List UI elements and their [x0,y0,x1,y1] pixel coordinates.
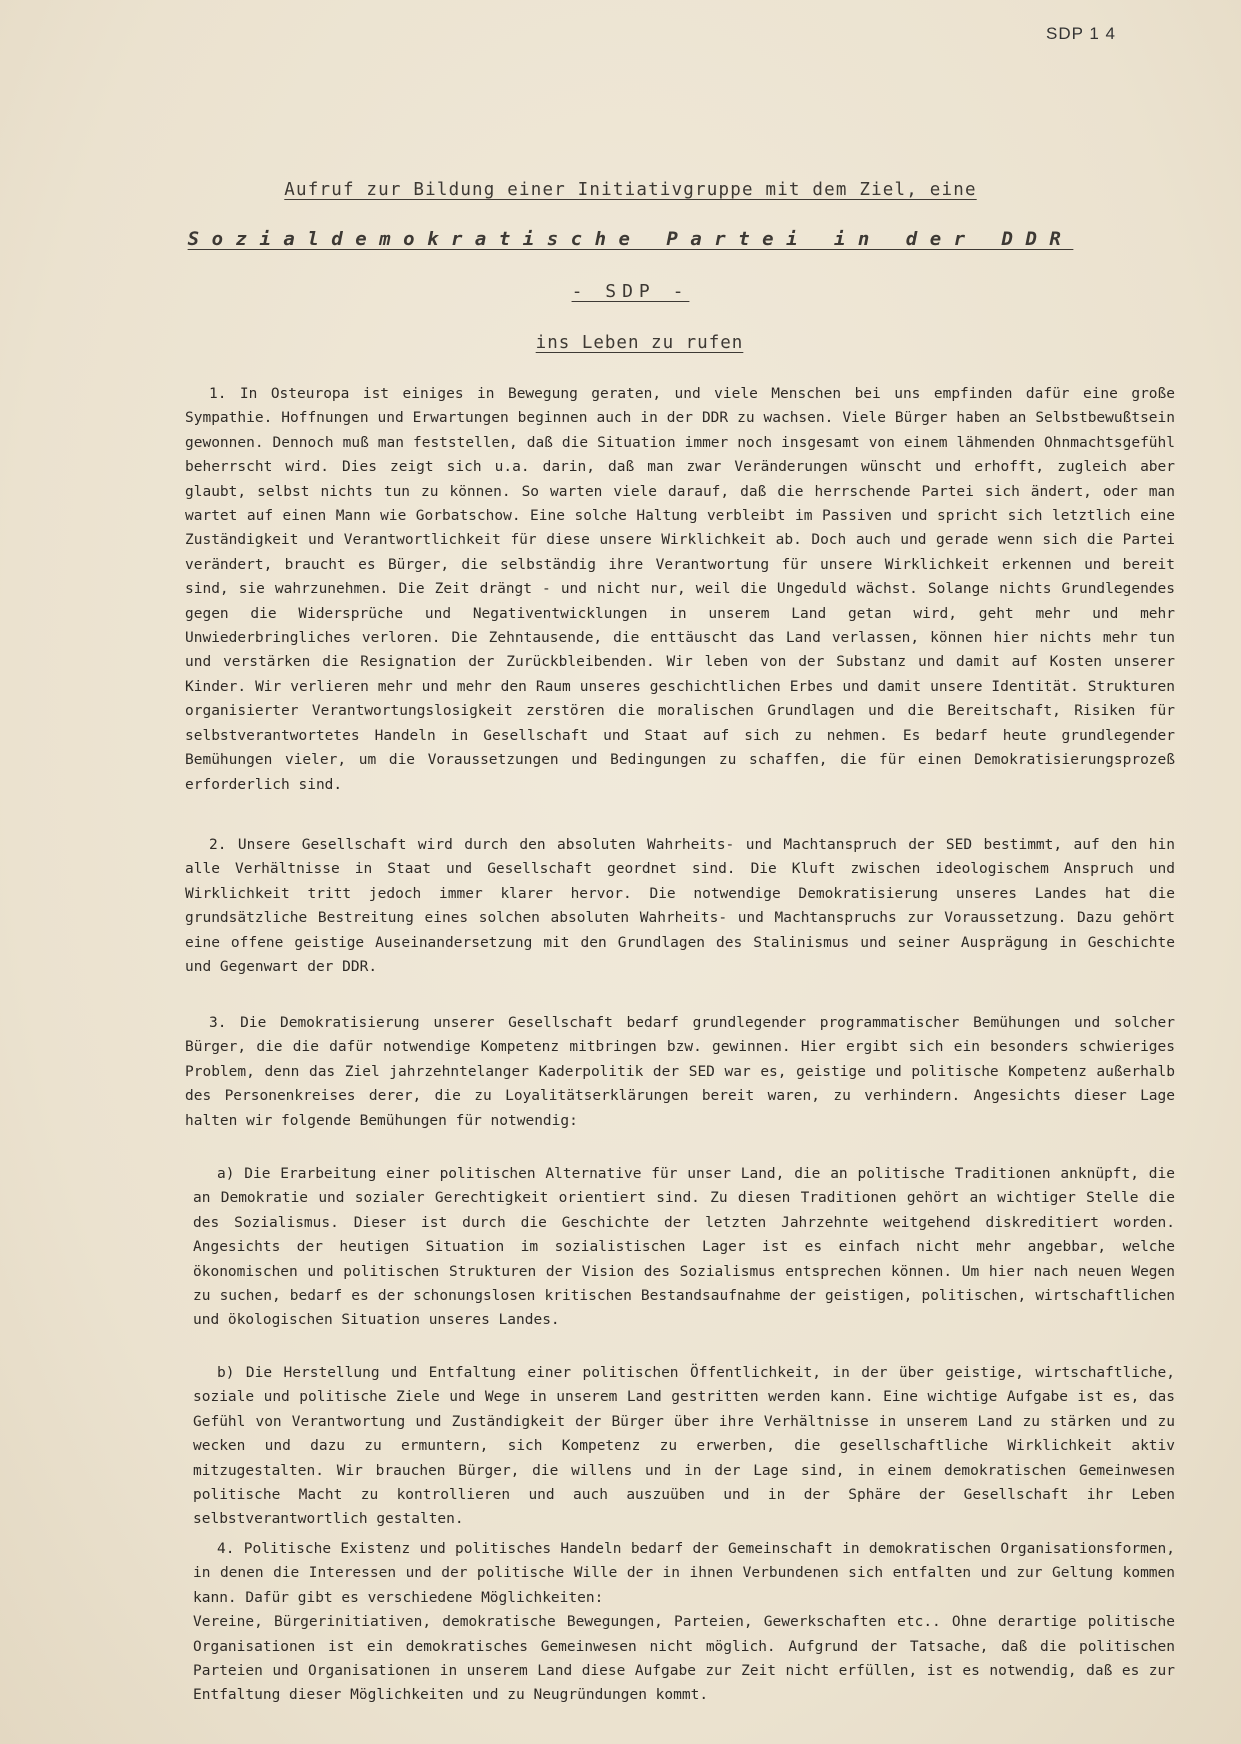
archive-code: SDP 1 4 [1045,24,1116,43]
paragraph-4-list: Vereine, Bürgerinitiativen, demokratische Bewegungen, Parteien, Gewerkschaften etc.. Ohne derartige politische Organisationen ist ein demokratisches Gemeinwesen nicht möglich. Aufgrund der Tatsache, daß die politischen Parteien und Organisationen in unserem Land diese Aufgabe zur Zeit nicht erfüllen, ist es notwendig, daß es zur Entfaltung dieser Möglichkeiten und zu Neugründungen kommt. [193,1614,1175,1704]
paragraph-4-intro: 4. Politische Existenz und politisches Handeln bedarf der Gemeinschaft in demokratischen Organisationsformen, in denen die Interessen und der politische Wille der in ihnen Verbundenen sich entfalten und zur Geltung kommen kann. Dafür gibt es verschiedene Möglichkeiten: [193,1541,1175,1606]
title-line-3: - SDP - [571,281,690,302]
title-line-1: Aufruf zur Bildung einer Initiativgruppe mit dem Ziel, eine [284,180,977,200]
title-line-4: ins Leben zu rufen [535,333,744,353]
title-line-2: Sozialdemokratische Partei in der DDR [187,228,1074,250]
paragraph-2: 2. Unsere Gesellschaft wird durch den absoluten Wahrheits- und Machtanspruch der SED bestimmt, auf den hin alle Verhältnisse in Staat und Gesellschaft geordnet sind. Die Kluft zwischen ideologischem Anspruch und Wirklichkeit tritt jedoch immer klarer hervor. Die notwendige Demokratisierung unseres Landes hat die grundsätzliche Bestreitung eines solchen absoluten Wahrheits- und Machtanspruchs zur Voraussetzung. Dazu gehört eine offene geistige Auseinandersetzung mit den Grundlagen des Stalinismus und seiner Ausprägung in Geschichte und Gegenwart der DDR. [185,837,1175,976]
paragraph-4 [193,1537,1175,1708]
paragraph-3a: a) Die Erarbeitung einer politischen Alternative für unser Land, die an politische Traditionen anknüpft, die an Demokratie und sozialer Gerechtigkeit orientiert sind. Zu diesen Traditionen gehört an wichtiger Stelle die des Sozialismus. Dieser ist durch die Geschichte der letzten Jahrzehnte weitgehend diskreditiert worden. Angesichts der heutigen Situation im sozialistischen Lager ist es einfach nicht mehr angebbar, welche ökonomischen und politischen Strukturen der Vision des Sozialismus entsprechen können. Um hier nach neuen Wegen zu suchen, bedarf es der schonungslosen kritischen Bestandsaufnahme der geistigen, politischen, wirtschaftlichen und ökologischen Situation unseres Landes. [193,1166,1175,1329]
paragraph-1: 1. In Osteuropa ist einiges in Bewegung geraten, und viele Menschen bei uns empfinden dafür eine große Sympathie. Hoffnungen und Erwartungen beginnen auch in der DDR zu wachsen. Viele Bürger haben an Selbstbewußtsein gewonnen. Dennoch muß man feststellen, daß die Situation immer noch insgesamt von einem lähmenden Ohnmachtsgefühl beherrscht wird. Dies zeigt sich u.a. darin, daß man zwar Veränderungen wünscht und erhofft, zugleich aber glaubt, selbst nichts tun zu können. So warten viele darauf, daß die herrschende Partei sich ändert, oder man wartet auf einen Mann wie Gorbatschow. Eine solche Haltung verbleibt im Passiven und spricht sich letztlich eine Zuständigkeit und Verantwortlichkeit für diese unsere Wirklichkeit ab. Doch auch und gerade wenn sich die Partei verändert, braucht es Bürger, die selbständig ihre Verantwortung für unsere Wirklichkeit erkennen und bereit sind, sie wahrzunehmen. Die Zeit drängt - und nicht nur, weil die Ungeduld wächst. Solange nichts Grundlegendes gegen die Widersprüche und Negativentwicklungen in unserem Land getan wird, geht mehr und mehr Unwiederbringliches verloren. Die Zehntausende, die enttäuscht das Land verlassen, können hier nichts mehr tun und verstärken die Resignation der Zurückbleibenden. Wir leben von der Substanz und damit auf Kosten unserer Kinder. Wir verlieren mehr und mehr den Raum unseres geschichtlichen Erbes und damit unsere Identität. Strukturen organisierter Verantwortungslosigkeit zerstören die moralischen Grundlagen und die Bereitschaft, Risiken für selbstverantwortetes Handeln in Gesellschaft und Staat auf sich zu nehmen. Es bedarf heute grundlegender Bemühungen vieler, um die Voraussetzungen und Bedingungen zu schaffen, die für einen Demokratisierungsprozeß erforderlich sind. [185,386,1175,793]
paragraph-3: 3. Die Demokratisierung unserer Gesellschaft bedarf grundlegender programmatischer Bemühungen und solcher Bürger, die die dafür notwendige Kompetenz mitbringen bzw. gewinnen. Hier ergibt sich ein besonders schwieriges Problem, denn das Ziel jahrzehntelanger Kaderpolitik der SED war es, geistige und politische Kompetenz außerhalb des Personenkreises derer, die zu Loyalitätserklärungen bereit waren, zu verhindern. Angesichts dieser Lage halten wir folgende Bemühungen für notwendig: [185,1015,1175,1129]
paragraph-3b: b) Die Herstellung und Entfaltung einer politischen Öffentlichkeit, in der über geistige, wirtschaftliche, soziale und politische Ziele und Wege in unserem Land gestritten werden kann. Eine wichtige Aufgabe ist es, das Gefühl von Verantwortung und Zuständigkeit der Bürger über ihre Verhältnisse in unserem Land zu stärken und zu wecken und dazu zu ermuntern, sich Kompetenz zu erwerben, die gesellschaftliche Wirklichkeit aktiv mitzugestalten. Wir brauchen Bürger, die willens und in der Lage sind, in einem demokratischen Gemeinwesen politische Macht zu kontrollieren und auch auszuüben und in der Sphäre der Gesellschaft ihr Leben selbstverantwortlich gestalten. [193,1365,1175,1528]
